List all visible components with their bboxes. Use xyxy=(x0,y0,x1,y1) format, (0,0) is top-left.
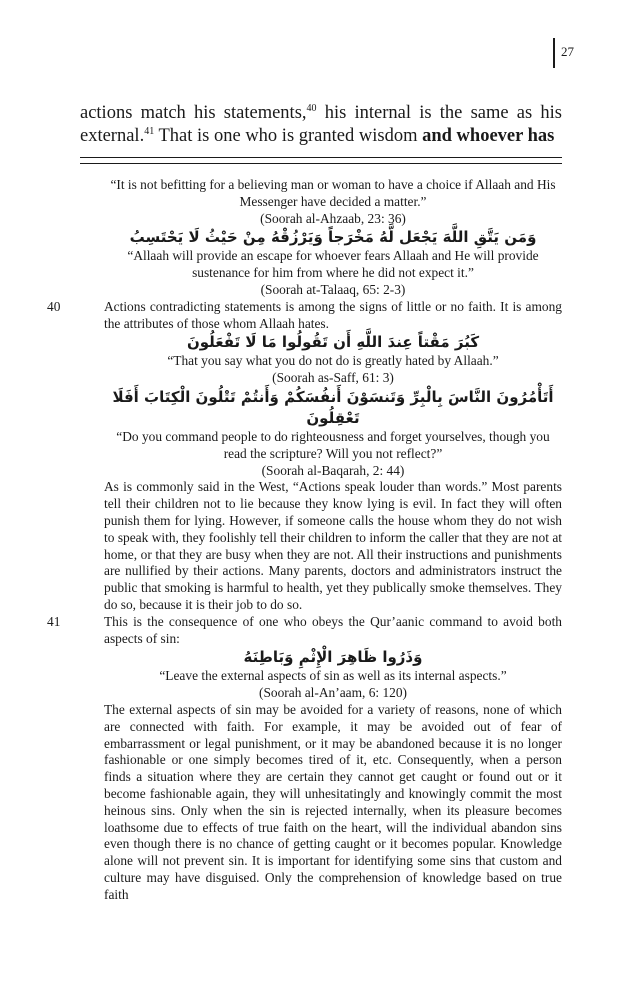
quote-ahzaab: “It is not befitting for a believing man or woman to have a choice if Allaah and His Messenger have decided a matter.” xyxy=(110,177,556,209)
footnote-ref-40[interactable]: 40 xyxy=(306,102,317,114)
cite-saff: (Soorah as-Saff, 61: 3) xyxy=(272,370,394,386)
footnotes xyxy=(47,177,562,903)
page-number: 27 xyxy=(561,44,574,59)
cite-baqarah: (Soorah al-Baqarah, 2: 44) xyxy=(261,462,405,478)
footnote-number-41: 41 xyxy=(47,613,61,629)
quote-saff: “That you say what you do not do is greatly hated by Allaah.” xyxy=(167,353,499,369)
page-number-bar xyxy=(553,38,555,68)
footnote-41-paragraph: The external aspects of sin may be avoided for a variety of reasons, none of which are connected with faith. For example, it may be avoided out of fear of embarrassment or legal punishment, or it may be abandoned because it is no longer fashionable or one simply becomes tired of it, etc. Consequently, when a person finds a situation where they are certain they cannot get caught or found out or it become fashionable again, they will unhesitatingly and knowingly commit the most heinous sins. Only when the sin is rejected internally, when its pleasure becomes loathsome due to effects of true faith on the heart, will the individual abandon sins even though there is no chance of getting caught or it becomes popular. Knowledge alone will not prevent sin. It is important for identifying some sins that custom and culture may have disguised. Only the comprehension of knowledge based on true faith xyxy=(104,701,562,902)
main-text-line1: actions match his statements, xyxy=(80,103,307,123)
quote-baqarah: “Do you command people to do righteousness and forget yourselves, though you read the scripture? Will you not reflect?” xyxy=(116,428,550,461)
arabic-anaam: وَذَرُوا ظَاهِرَ الْإِثْمِ وَبَاطِنَهُ xyxy=(243,648,423,667)
footnote-40-paragraph: As is commonly said in the West, “Actions speak louder than words.” Most parents tell their children not to lie because they know lying is evil. In fact they will often punish them for lying. However, if someone calls the house whom they do not wish to speak with, they foolishly tell their children to inform the caller that they are not at home, or that they are busy when they are not. All their instructions and punishments are nullified by their actions. Many parents, doctors and administrators instruct the public that smoking is harmful to health, yet they publically smoke themselves. They do so, because it is their job to do so. xyxy=(104,479,562,612)
footnote-ref-41[interactable]: 41 xyxy=(144,125,155,137)
cite-ahzaab: (Soorah al-Ahzaab, 23: 36) xyxy=(260,210,406,226)
quote-anaam: “Leave the external aspects of sin as well as its internal aspects.” xyxy=(159,668,507,684)
main-text-line2: That is one who is granted wisdom xyxy=(154,126,423,146)
main-text-line1b: his internal is the same as his external. xyxy=(80,103,562,146)
footnote-divider-thin xyxy=(80,163,562,164)
arabic-baqarah: أَتَأْمُرُونَ النَّاسَ بِالْبِرِّ وَتَنسَوْنَ أَنفُسَكُمْ وَأَنتُمْ تَتْلُونَ الْكِتَابَ أَفَلَا تَعْقِلُونَ xyxy=(112,387,554,427)
footnote-41 xyxy=(47,613,562,904)
footnote-40-text: Actions contradicting statements is among the signs of little or no faith. It is among the attributes of those whom Allaah hates. xyxy=(104,298,562,331)
footnote-40 xyxy=(47,298,562,614)
quote-talaaq: “Allaah will provide an escape for whoever fears Allaah and He will provide sustenance for him from where he did not expect it.” xyxy=(127,248,539,281)
footnote-41-text: This is the consequence of one who obeys the Qur’aanic command to avoid both aspects of sin: xyxy=(104,613,562,646)
footnote-number-40: 40 xyxy=(47,298,61,314)
main-text xyxy=(80,102,562,148)
arabic-saff: كَبُرَ مَقْتاً عِندَ اللَّهِ أَن تَقُولُوا مَا لَا تَفْعَلُونَ xyxy=(186,333,480,352)
arabic-talaaq: وَمَن يَتَّقِ اللَّهَ يَجْعَل لَّهُ مَخْرَجاً وَيَرْزُقْهُ مِنْ حَيْثُ لَا يَحْتَسِبُ xyxy=(129,228,537,247)
footnote-divider xyxy=(80,157,562,158)
main-text-bold: and whoever has xyxy=(422,126,555,146)
cite-anaam: (Soorah al-An’aam, 6: 120) xyxy=(259,685,407,701)
cite-talaaq: (Soorah at-Talaaq, 65: 2-3) xyxy=(260,281,406,297)
